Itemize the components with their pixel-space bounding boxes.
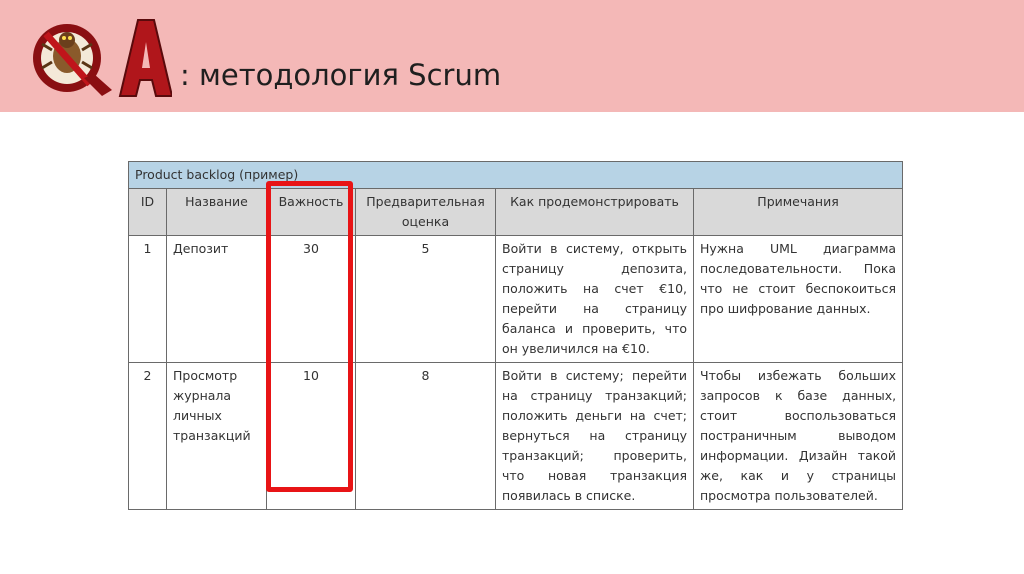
cell-name: Депозит: [167, 236, 267, 363]
header-name: Название: [167, 189, 267, 236]
cell-notes: Нужна UML диаграмма последовательности. Пока что не стоит беспокоиться про шифрование данных.: [694, 236, 903, 363]
table-row: [129, 363, 903, 510]
table-caption-row: [129, 162, 903, 189]
cell-importance: 10: [267, 363, 356, 510]
importance-column-highlight: [266, 181, 353, 492]
cell-name: Просмотр журнала личных транзакций: [167, 363, 267, 510]
table-header-row: [129, 189, 903, 236]
header-id: ID: [129, 189, 167, 236]
header-demo: Как продемонстрировать: [496, 189, 694, 236]
cell-estimate: 8: [356, 363, 496, 510]
cell-estimate: 5: [356, 236, 496, 363]
cell-importance: 30: [267, 236, 356, 363]
header-notes: Примечания: [694, 189, 903, 236]
cell-demo: Войти в систему; перейти на страницу транзакций; положить деньги на счет; вернуться на страницу транзакций; проверить, что новая транзакция появилась в списке.: [496, 363, 694, 510]
cell-id: 1: [129, 236, 167, 363]
cell-id: 2: [129, 363, 167, 510]
cell-notes: Чтобы избежать больших запросов к базе данных, стоит воспользоваться постраничным выводом информации. Дизайн такой же, как и у страницы просмотра пользователей.: [694, 363, 903, 510]
slide-title: : методология Scrum: [180, 58, 502, 92]
qa-bug-logo-icon: [22, 12, 172, 102]
table-caption: Product backlog (пример): [129, 162, 903, 189]
header-importance: Важность: [267, 189, 356, 236]
header-estimate: Предварительная оценка: [356, 189, 496, 236]
table-row: [129, 236, 903, 363]
cell-demo: Войти в систему, открыть страницу депозита, положить на счет €10, перейти на страницу баланса и проверить, что он увеличился на €10.: [496, 236, 694, 363]
product-backlog-table: [128, 161, 903, 510]
